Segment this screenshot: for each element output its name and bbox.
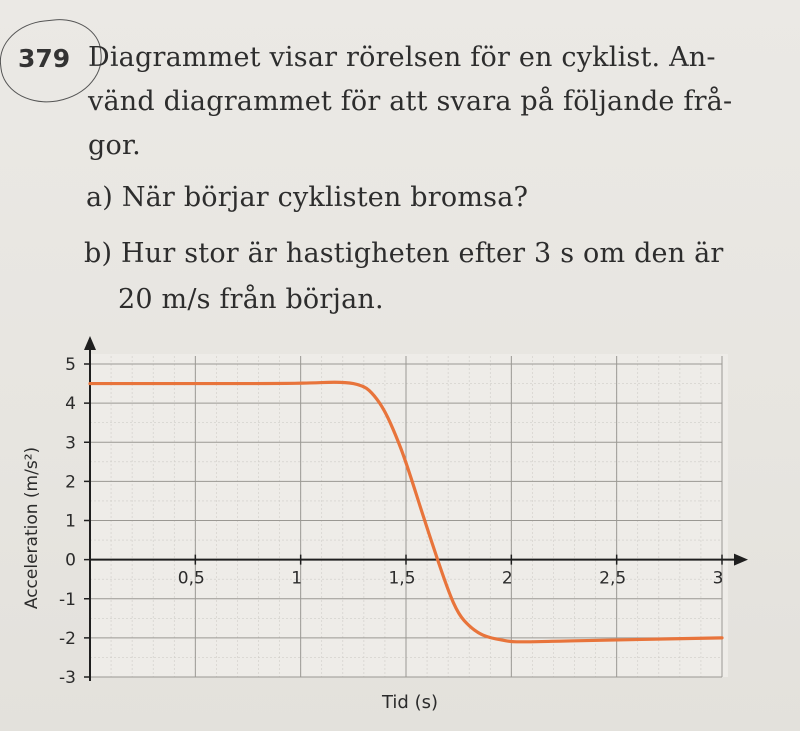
y-tick-label: -1 bbox=[59, 589, 76, 610]
y-axis-arrow bbox=[84, 336, 96, 350]
y-axis-label: Acceleration (m/s²) bbox=[22, 446, 42, 610]
y-tick-label: 2 bbox=[65, 472, 76, 493]
intro-line-2: vänd diagrammet för att svara på följande frå- bbox=[88, 86, 733, 117]
x-tick-label: 3 bbox=[712, 568, 724, 589]
x-tick-label: 0,5 bbox=[177, 568, 205, 589]
y-tick-label: 4 bbox=[65, 394, 76, 415]
x-axis-label: Tid (s) bbox=[381, 692, 439, 713]
intro-line-1: Diagrammet visar rörelsen för en cyklist. An- bbox=[88, 42, 716, 73]
question-b-line-2: 20 m/s från början. bbox=[118, 284, 384, 315]
problem-number: 379 bbox=[18, 44, 71, 73]
grid bbox=[90, 354, 728, 677]
y-tick-label: -3 bbox=[59, 668, 76, 688]
y-tick-label: -2 bbox=[59, 628, 76, 649]
x-tick-label: 2,5 bbox=[599, 568, 627, 589]
y-tick-label: 5 bbox=[65, 355, 76, 375]
intro-line-3: gor. bbox=[88, 130, 141, 161]
x-tick-label: 1,5 bbox=[388, 568, 416, 589]
y-tick-label: 0 bbox=[65, 550, 76, 571]
question-a: a) När börjar cyklisten bromsa? bbox=[86, 182, 529, 213]
plot-background bbox=[90, 354, 728, 677]
x-axis-arrow bbox=[734, 554, 748, 566]
question-b-line-1: b) Hur stor är hastigheten efter 3 s om den är bbox=[84, 238, 724, 269]
y-tick-label: 3 bbox=[65, 433, 76, 454]
y-tick-label: 1 bbox=[65, 511, 76, 532]
x-tick-label: 2 bbox=[501, 568, 513, 589]
x-tick-label: 1 bbox=[291, 568, 303, 589]
